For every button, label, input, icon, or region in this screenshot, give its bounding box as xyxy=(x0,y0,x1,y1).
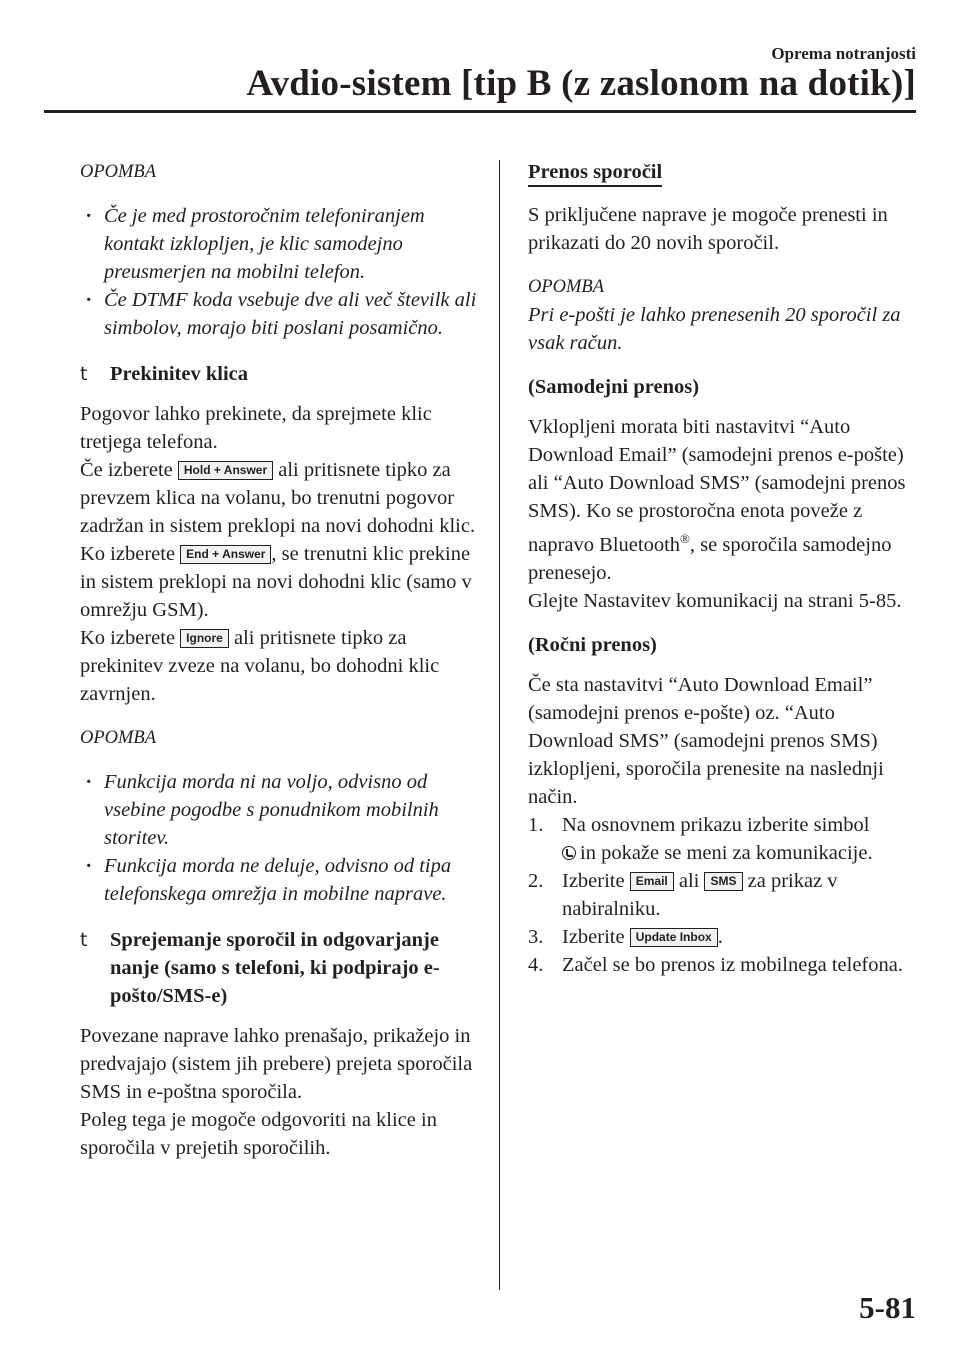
paragraph-text: , se sporočila samodejno prenesejo. xyxy=(528,533,892,584)
phone-icon xyxy=(562,846,576,860)
header-rule xyxy=(44,110,916,113)
paragraph xyxy=(80,400,478,708)
end-answer-button-label: End + Answer xyxy=(180,545,271,564)
section-heading-call-end xyxy=(80,360,478,388)
section-heading-text: Prekinitev klica xyxy=(110,363,248,385)
section-marker-icon: t xyxy=(80,363,88,385)
paragraph xyxy=(528,413,920,615)
section-marker-icon: t xyxy=(80,929,88,951)
left-column xyxy=(80,158,478,1178)
step-item xyxy=(528,867,920,923)
steps-list xyxy=(528,811,920,979)
section-heading-text: Sprejemanje sporočil in odgovarjanje nanje (samo s telefoni, ki podpirajo e-pošto/SMS-e) xyxy=(110,929,440,1007)
ignore-button-label: Ignore xyxy=(180,629,229,648)
page-title: Avdio-sistem [tip B (z zaslonom na dotik)] xyxy=(246,63,916,104)
step-text: in pokaže se meni za komunikacije. xyxy=(580,841,873,864)
step-number: 2. xyxy=(528,869,544,892)
paragraph-text: Pogovor lahko prekinete, da sprejmete klic tretjega telefona. xyxy=(80,403,432,453)
step-number: 1. xyxy=(528,813,544,836)
note-label: OPOMBA xyxy=(80,162,157,182)
paragraph-text: Povezane naprave lahko prenašajo, prikažejo in predvajajo (sistem jih prebere) prejeta sporočila SMS in e-poštna sporočila. xyxy=(80,1025,473,1103)
hold-answer-button-label: Hold + Answer xyxy=(178,461,273,480)
note-list xyxy=(80,202,478,342)
step-item xyxy=(528,923,920,951)
subsection-heading: Prenos sporočil xyxy=(528,159,662,187)
paragraph-text: Ko izberete xyxy=(80,627,181,649)
step-text: ali xyxy=(673,869,705,892)
paragraph: S priključene naprave je mogoče prenesti in prikazati do 20 novih sporočil. xyxy=(528,204,888,254)
auto-download-heading: (Samodejni prenos) xyxy=(528,376,700,398)
note-list xyxy=(80,768,478,908)
note-item: · Če je med prostoročnim telefoniranjem kontakt izklopljen, je klic samodejno preusmerjen na mobilni telefon. xyxy=(80,202,478,286)
step-text: Začel se bo prenos iz mobilnega telefona. xyxy=(562,953,903,976)
paragraph-text: Če izberete xyxy=(80,459,178,481)
paragraph-text: Ko izberete xyxy=(80,543,181,565)
note-label: OPOMBA xyxy=(80,728,157,748)
step-text: . xyxy=(717,925,723,948)
step-number: 4. xyxy=(528,953,544,976)
step-text: za prikaz v nabiralniku. xyxy=(562,869,838,920)
paragraph xyxy=(80,1022,478,1162)
note-item: · Če DTMF koda vsebuje dve ali več številk ali simbolov, morajo biti poslani posamično. xyxy=(80,286,478,342)
page-number: 5-81 xyxy=(859,1290,916,1325)
email-button-label: Email xyxy=(630,872,674,891)
paragraph-text: Vklopljeni morata biti nastavitvi “Auto Download Email” (samodejni prenos e-pošte) ali “Auto Download SMS” (samodejni prenos SMS). Ko se prostoročna enota poveže z napravo Bluetooth xyxy=(528,416,906,556)
note-item: · Funkcija morda ni na voljo, odvisno od vsebine pogodbe s ponudnikom mobilnih storitev. xyxy=(80,768,478,852)
step-number: 3. xyxy=(528,925,544,948)
step-text: Izberite xyxy=(562,925,630,948)
manual-download-heading: (Ročni prenos) xyxy=(528,633,657,656)
note-item: · Funkcija morda ne deluje, odvisno od tipa telefonskega omrežja in mobilne naprave. xyxy=(80,852,478,908)
section-name: Oprema notranjosti xyxy=(771,44,916,63)
paragraph-text: , se trenutni klic prekine in sistem preklopi na novi dohodni klic (samo v omrežju GSM). xyxy=(80,543,472,621)
step-item xyxy=(528,811,920,867)
step-item xyxy=(528,951,920,979)
sms-button-label: SMS xyxy=(704,872,742,891)
paragraph-text: ali pritisnete tipko za prevzem klica na volanu, bo trenutni pogovor zadržan in sistem preklopi na novi dohodni klic. xyxy=(80,459,476,537)
paragraph-text: Glejte Nastavitev komunikacij na strani 5-85. xyxy=(528,589,902,612)
note-label: OPOMBA xyxy=(528,277,605,297)
registered-mark: ® xyxy=(680,531,690,546)
right-column xyxy=(528,158,920,979)
section-heading-messages xyxy=(80,926,478,1010)
step-text: Na osnovnem prikazu izberite simbol xyxy=(562,813,870,836)
note-text: Pri e-pošti je lahko prenesenih 20 sporočil za vsak račun. xyxy=(528,304,901,354)
step-text: Izberite xyxy=(562,869,630,892)
column-divider xyxy=(499,160,500,1290)
update-inbox-button-label: Update Inbox xyxy=(630,928,718,947)
paragraph-text: ali pritisnete tipko za prekinitev zveze na volanu, bo dohodni klic zavrnjen. xyxy=(80,627,440,705)
paragraph: Če sta nastavitvi “Auto Download Email” (samodejni prenos e-pošte) oz. “Auto Download SMS” (samodejni prenos SMS) izklopljeni, sporočila prenesite na naslednji način. xyxy=(528,673,884,808)
paragraph-text: Poleg tega je mogoče odgovoriti na klice in sporočila v prejetih sporočilih. xyxy=(80,1109,437,1159)
